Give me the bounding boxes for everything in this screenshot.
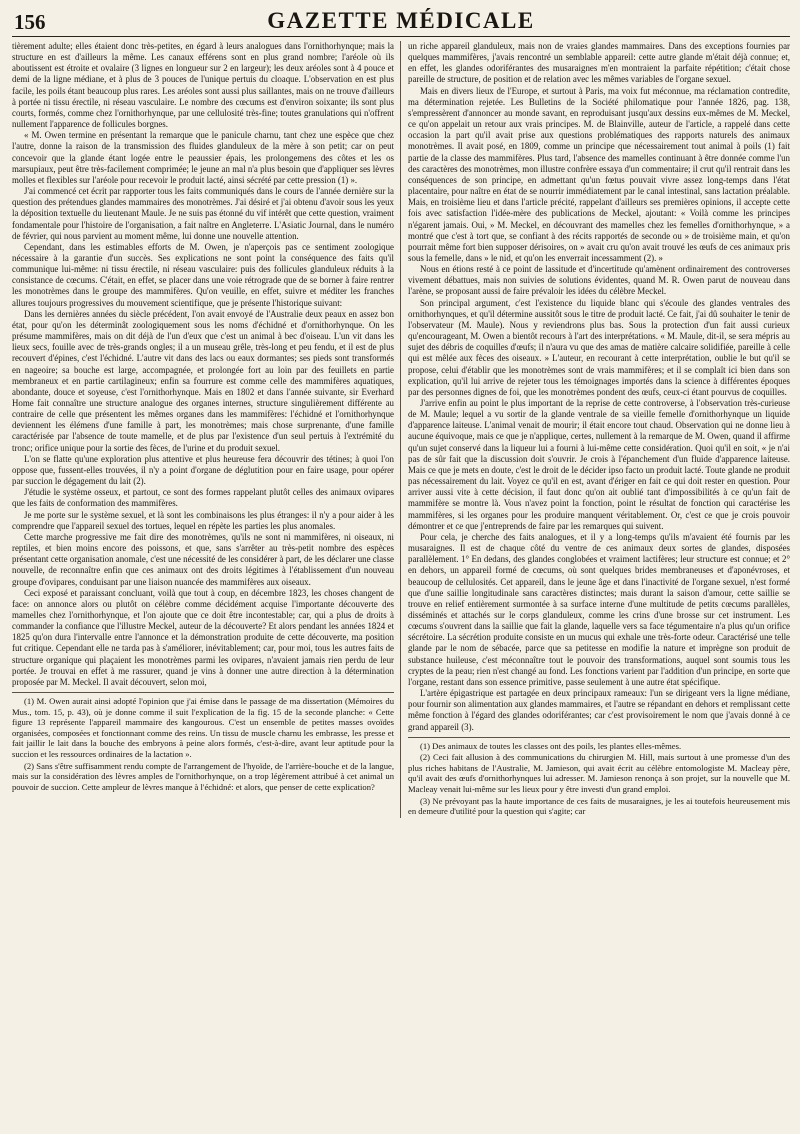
footnotes-right — [408, 737, 790, 817]
page-header — [12, 4, 790, 37]
paragraph: Son principal argument, c'est l'existence du liquide blanc qui s'écoule des glandes ventrales des ornithorhynques, et qu'il détermine aussitôt sous le titre de produit lacté. Ce fait, j'ai dû souhaiter le tenir de l'observateur (M. Maule). Nous y reviendrons plus bas. Sous la protection d'un fait aussi curieux qu'encourageant, M. Owen a bientôt recours à l'art des interprétations. « M. Maule, dit-il, se sera mépris au sujet des débris de coquilles d'œufs; il n'aura vu que des amas de matière calcaire solidifiée, pareille à celle qui est mêlée aux fèces des oiseaux. » L'auteur, en recourant à cette interprétation, oublie le but qu'il se propose, celui d'établir que les monotrèmes sont de vrais mammifères; et il se complaît ici bien dans son explication, qu'il lui arrive de rejeter tous les témoignages importés dans la science à différentes époques par des personnes dignes de foi, que les monotrèmes pondent des œufs, ceux-ci étant pourvus de coquilles. — [408, 297, 790, 397]
paragraph: L'artère épigastrique est partagée en deux principaux rameaux: l'un se dirigeant vers la ligne médiane, pour fournir son alimentation aux glandes mammaires, et l'autre se répandant en dehors et remplissant cette même fonction à l'égard des glandes odoriférantes; car c'est provisoirement le nom que j'avais donné à ce grand appareil (3). — [408, 688, 790, 732]
paragraph: Je me porte sur le système sexuel, et là sont les combinaisons les plus étranges: il n'y a pour aider à les comprendre que l'appareil sexuel des tortues, lequel en répète les parties les plus anomales. — [12, 509, 394, 531]
footnote: (3) Ne prévoyant pas la haute importance de ces faits de musaraignes, je les ai toutefois heureusement mis en demeure d'utilité pour la question qui s'agite; car — [408, 795, 790, 817]
paragraph: J'ai commencé cet écrit par rapporter tous les faits communiqués dans le cours de l'année dernière sur la question des prétendues glandes mammaires des monotrèmes. J'ai désiré et j'ai obtenu d'avoir sous les yeux la déposition textuelle du lieutenant Maule. Je ne suis pas étonné du vif intérêt que cette question, vraiment fondamentale pour l'histoire de l'organisation, a fait naître en Angleterre. L'Asiatic Journal, dans le numéro de février, qui nous parvient au moment même, lui donne une nouvelle attention. — [12, 186, 394, 241]
paragraph: Pour cela, je cherche des faits analogues, et il y a long-temps qu'ils m'avaient été fournis par les musaraignes. Il est de chaque côté du ventre de ces animaux deux sortes de glandes, disposées parallèlement. 1° En dedans, des glandes conglobées et vraiment lactifères; leur structure est connue; et 2° en dehors, un appareil formé de cœcums, où sont quelques brides membraneuses et d'aponévroses, et beaucoup de cellulosités. Cet appareil, dans le jeune âge et dans l'inactivité de l'organe sexuel, n'est formé que d'une saillie longitudinale sans caractères distinctes; mais durant la saison d'amour, cette saillie se trouve en relief entièrement surmontée à sa surface interne d'une multitude de petits cœcums parallèles, disséminés et attachés sur le corps glanduleux, comme les crins d'une brosse sur cet instrument. Les cœcums s'ouvrent dans la saillie que fait la glande, laquelle vers sa face tégumentaire n'a plus qu'un orifice sécrétoire. La sécrétion produite consiste en un mucus qui exhale une très-forte odeur. Caractérisé une telle glande par le nom de sébacée, parce que sa petitesse en modifie la nature et imprègne son produit de substance huileuse, c'est méconnaître tout le pouvoir des transformations, auquel sont soumis tous les cryptes de la peau; rien n'est changé au fond. Les fonctions varient par l'addition d'un principe, en sorte que l'organe, restant dans son essence primitive, passe seulement à une autre état spécifique. — [408, 531, 790, 687]
footnote: (1) Des animaux de toutes les classes ont des poils, les plantes elles-mêmes. — [420, 740, 682, 751]
paragraph: J'arrive enfin au point le plus important de la reprise de cette controverse, à l'observation très-curieuse de M. Maule; lequel a vu sortir de la glande ventrale de sa vieille femelle d'ornithorhynque un liquide d'apparence laiteuse. L'animal venait de mourir; il était encore tout chaud. Observation qui ne donne lieu à aucune équivoque, mais ce que je n'applique, certes, nullement à la remarque de M. Owen, quand il affirme qu'un sujet conservé dans la liqueur lui a fourni à lui-même cette considération. Quoi qu'il en soit, « je n'ai pas de sûr fait que la discussion doit s'ouvrir. Je crois à l'épanchement d'un fluide d'apparence laiteuse. Mais ce que je mets en doute, c'est le droit de le décider ipso facto un produit lacté. Toute glande ne produit pas nécessairement du lait. Voyez ce qu'il en est, avant d'ériger en fait ce qui doit rester en question. Pour arriver aussi vite à cette décision, il faut donc qu'on ait oublié tant d'impossibilités à ce qu'un fait de mammifère se montre là. Vous n'avez point la fonction, point le résultat de fonction qui caractérise les mammifères, si les organes pour les produire manquent véritablement. Or, c'est ce que je crois pouvoir démontrer et ce que j'entreprends de faire par les remarques qui suivent. — [408, 398, 790, 531]
paragraph: Nous en étions resté à ce point de lassitude et d'incertitude qu'amènent ordinairement des controverses vivement débattues, mais non suivies de solutions évidentes, quand M. R. Owen parut de nouveau dans l'arène, se proposant aussi de faire prévaloir les idées du célèbre Meckel. — [408, 264, 790, 297]
right-column — [401, 41, 790, 818]
footnote: (1) M. Owen aurait ainsi adopté l'opinion que j'ai émise dans le passage de ma dissertation (Mémoires du Mus., tom. 15, p. 43), où je donne comme il suit l'explication de la fig. 15 de la seconde planche: « Cette figure 13 représente l'appareil mammaire des kangourous. C'est un ensemble de petites masses ovoïdes organisées, composées et fonctionnant comme des reins. Un tissu de muscle charnu les embrasse, les presse et fait jaillir le lait dans la bouche des embryons à peine alors formés, c'est-à-dire, avant leur aptitude pour la succion et les ressources ordinaires de la lactation ». — [12, 696, 394, 760]
paragraph: Dans les dernières années du siècle précédent, l'on avait envoyé de l'Australie deux peaux en assez bon état, pour qu'on les déterminât zoologiquement sous les noms d'échidné et d'ornithorhynque. On les présume mammifères, mais on dit déjà de l'un d'eux que c'est un animal à bec d'oiseau. L'un vit dans les lieux secs, fouille avec de très-grands ongles; il a un museau grêle, très-long et peu fendu, et il est de plus recouvert d'épines, c'est l'échidné. L'autre vit dans des lacs ou eaux dormantes; ses pieds sont transformés en nageoire; sa bouche est large, accompagnée, et prolongée fort au loin par des feuillets en partie membraneux et en partie cartilagineux; enfin sa fourrure est comme celle des mammifères aquatiques, abondante, douce et soyeuse, c'est l'ornithorhynque. Mais en 1802 et dans l'année suivante, sir Everhard Home fait connaître une structure analogue des organes internes, structure singulièrement différente au contraire de celle que présentent les mêmes organes dans les mammifères: l'échidné et l'ornithorhynque deviennent les élémens d'une famille à part, les monotrèmes; mais chose surprenante, d'une famille caractérisée par l'absence de toute mamelle, et de plus par l'existence d'un seul pertuis à l'extrémité du tronc; orifice unique pour la sortie des fèces, de l'urine et du produit sexuel. — [12, 308, 394, 453]
paragraph: J'étudie le système osseux, et partout, ce sont des formes rappelant plutôt celles des animaux ovipares que les faits de conformation des mammifères. — [12, 487, 394, 509]
footnote: (2) Ceci fait allusion à des communications du chirurgien M. Hill, mais surtout à une promesse d'un des plus riches habitans de l'Australie, M. Jamieson, qui avait écrit au célèbre entomologiste M. Macleay père, qu'il avait des œufs d'ornithorhynques lui adresser. M. Jamieson renonça à son projet, sur la nouvelle que M. Macleay venait lui-même sur les lieux pour y être investi d'un grand emploi. — [408, 752, 790, 795]
footnote: (2) Sans s'être suffisamment rendu compte de l'arrangement de l'hyoïde, de l'arrière-bouche et de la langue, mais sur la considération des lèvres amples de l'ornithorhynque, on a trop légèrement attribué à cet animal un pouvoir de succion. Cette ampleur de lèvres manque à l'échidné: et alors, que penser de cette explication? — [12, 760, 394, 792]
paragraph: Cependant, dans les estimables efforts de M. Owen, je n'aperçois pas ce sentiment zoologique nécessaire à la garantie d'un succès. Ses explications ne sont point la conséquence des faits qu'il communique lui-même: ni tissu érectile, ni réseau vasculaire: puis des follicules glanduleux réduits à la consistance de cœcums. C'était, en effet, se placer dans une voie rétrograde que de se borner à faire rentrer les monotrèmes dans le groupe des mammifères. Qu'on veuille, en effet, suivre et méditer les franches allures toujours progressives du mouvement scientifique, que je présente l'historique suivant: — [12, 241, 394, 308]
paragraph: « M. Owen termine en présentant la remarque que le panicule charnu, tant chez une espèce que chez l'autre, donne la raison de la transmission des fluides glanduleux de la mère à son petit; car on peut concevoir que la glande étant logée entre le peaussier épais, les prolongemens des côtes et les os marsupiaux, peut être très-facilement comprimée; le jeune an mal n'a plus besoin que d'appliquer ses lèvres molles et flexibles sur l'aréole pour recevoir le produit lacté, ainsi sécrété par cette pression (1) ». — [12, 130, 394, 185]
paragraph: Mais en divers lieux de l'Europe, et surtout à Paris, ma voix fut méconnue, ma réclamation contredite, ma détermination rejetée. Les Bulletins de la Société philomatique pour l'année 1826, pag. 138, s'empressèrent d'annoncer au monde savant, en reproduisant jusqu'aux dessins eux-mêmes de M. Meckel, ce qu'on appelait un retour aux vrais principes. M. de Blainville, auteur de l'article, a rappelé dans cette occasion la part qu'il avait prise aux questions problématiques des rapports naturels des animaux monotrèmes. Il avait posé, en 1809, comme un principe que nécessairement tout animal à poils (1) fait partie de la classe des mammifères. Plus tard, l'absence des mamelles continuant à être donnée comme l'un des caractères des monotrèmes, mon illustre confrère essaya d'un commentaire; il crut qu'il rentrait dans les conséquences de son principe, en admettant qu'un fœtus pouvait vivre assez long-temps dans l'état placentaire, pour naître en état de se nourrir immédiatement par le canal intestinal, sans lactation préalable. Mais, en troisième lieu et dans l'article précité, rappelant d'ailleurs ses premières opinions, il accepte cette fois avec satisfaction l'idée-mère des publications de Meckel, ajoutant: « Voilà comme les principes n'égarent jamais. Oui, » M. Meckel, en découvrant des mamelles chez les femelles d'ornithorhynque, » a montré que c'est à tort que, se confiant à des récits rapportés de seconde ou » de troisième main, et qu'on pourrait même fort bien supposer dérisoires, on » avait cru qu'on avait trouvé les œufs de ces animaux pris sous la femelle, dans » le nid, et qu'on les enverrait incessamment (2). » — [408, 85, 790, 263]
article-columns — [12, 41, 790, 818]
masthead-title: GAZETTE MÉDICALE — [267, 8, 535, 33]
paragraph: L'on se flatte qu'une exploration plus attentive et plus heureuse fera découvrir des tétines; à quoi l'on oppose que, fussent-elles trouvées, il n'y a point d'organe de déglutition pour en faire usage, pour opérer par succion le dégagement du lait (2). — [12, 453, 394, 487]
left-column — [12, 41, 401, 818]
paragraph: un riche appareil glanduleux, mais non de vraies glandes mammaires. Dans des exceptions fournies par quelques mammifères, j'avais rencontré un semblable appareil: cette autre glande m'était déjà connue; et, en effet, les glandes odoriférantes des musaraignes m'en montraient la parfaite répétition; c'était chose pareille de structure, de position et de relation avec les mêmes variables de l'organe sexuel. — [408, 41, 790, 85]
paragraph: Cette marche progressive me fait dire des monotrèmes, qu'ils ne sont ni mammifères, ni oiseaux, ni reptiles, et bien moins encore des poissons, et que, sans s'arrêter au très-petit nombre des espèces présentant cette organisation anomale, c'est une nécessité de les considérer à part, de les déclarer une classe nouvelle, de reconnaître enfin que ces animaux ont des droits légitimes à l'établissement d'un nouveau groupe d'ovipares, conduisant par une liaison nuancée des mammifères aux oiseaux. — [12, 531, 394, 587]
paragraph: tièrement adulte; elles étaient donc très-petites, en égard à leurs analogues dans l'ornithorhynque; mais la structure en est d'ailleurs la même. Les canaux efférens sont en plus grand nombre; l'aréole où ils aboutissent est étroite et ovalaire (3 lignes en longueur sur 2 en largeur); les deux aréoles sont à 4 pouce et demi de la ligne médiane, et à plus de 3 pouces de l'unique pertuis du cloaque. L'observation en est plus facile, les poils étant beaucoup plus rares. Les aréoles sont aussi plus saillantes, mais on ne trouve d'ailleurs à portée ni tissu érectile, ni réseau vasculaire. Le nombre des cœcums est d'environ soixante; ils sont plus courts, formés, comme chez l'ornithorhynque, par une cellulosité très-fine; toutes granulations qui n'offrent nullement l'apparence de follicules borgnes. — [12, 41, 394, 130]
page-number: 156 — [14, 10, 46, 34]
paragraph: Ceci exposé et paraissant concluant, voilà que tout à coup, en décembre 1823, les choses changent de face: on annonce alors ou plutôt on célèbre comme décidément acquise l'importante découverte des mamelles chez l'ornithorhynque, et l'on ajoute que ce doit être incontestable; car, qui a plus de droits à commander la confiance que l'illustre Meckel, auteur de la découverte? Et alors pendant les années 1824 et 1825 qu'on dura l'intervalle entre l'annonce et la démonstration produite de cette découverte, ma position fut critique. Cependant elle ne tarda pas à s'améliorer, inévitablement; car, pour moi, tous les autres faits de structure organique qui plaçaient les monotrèmes parmi les ovipares, n'avaient jamais rien perdu de leur portée. Je trouvai en effet à me rassurer, quand je vins à donner une autre direction à la détermination proposée par M. Meckel. Il avait découvert, selon moi, — [12, 587, 394, 687]
footnotes-left — [12, 692, 394, 792]
